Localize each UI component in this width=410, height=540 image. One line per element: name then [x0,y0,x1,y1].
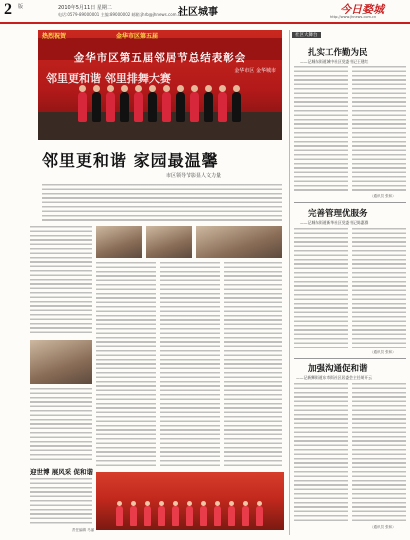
story-1-col-b [352,66,406,192]
article-headline: 邻里更和谐 家园最温馨 [42,151,219,170]
dancer-figure [176,92,185,122]
dancer-figure [162,92,171,122]
stage-floor [38,112,282,140]
story-1-col-a [294,66,348,192]
story-3-col-a [294,383,348,523]
story-3-col-b [352,383,406,523]
performer-figure [256,506,263,526]
article-column-3 [160,262,220,467]
story-sub-2: ——记城东街道新华社区党委书记陈惠群 [300,220,369,225]
story-2-col-b [352,228,406,348]
article-photo-2 [146,226,192,258]
dancer-figure [106,92,115,122]
contact-line: 电话:0579-89000001 主编:89000002 邮箱:jhrb@jhnews.com.cn [58,12,183,17]
article-column-4 [224,262,282,467]
performer-figure [228,506,235,526]
intro-paragraph [42,184,282,222]
performer-figure [172,506,179,526]
dancer-figure [204,92,213,122]
story-title-2: 完善管理优服务 [308,209,368,219]
photo-side-text: 金华市区 金华城市 [234,68,276,74]
story-sub-3: ——记新狮街道东市街社区居委会主任胡开云 [296,375,372,380]
photo-banner-title: 金华市区第五届邻居节总结表彰会 [73,52,247,64]
performer-figure [186,506,193,526]
story-sub-1: ——记城东街道城中社区党委书记王建红 [300,59,369,64]
story-divider [294,202,406,203]
dancer-figure [190,92,199,122]
page-number: 2 [4,1,12,18]
story-title-3: 加强沟通促和谐 [308,364,368,374]
section-title: 社区城事 [178,7,218,18]
performer-figure [214,506,221,526]
photo-corner-right: 金华市区第五届 [116,33,159,40]
article-column-1b [30,388,92,462]
performer-figure [116,506,123,526]
story-2-col-a [294,228,348,348]
dancer-figure [232,92,241,122]
article-photo-3 [196,226,282,258]
dancer-figure [92,92,101,122]
dancer-figure [218,92,227,122]
dancer-figure [78,92,87,122]
article-column-2 [96,262,156,467]
photo-banner-slogan: 邻里更和谐 邻里排舞大赛 [46,72,171,85]
page-label: 版 [18,4,24,10]
performer-figure [242,506,249,526]
photo-corner-left: 热烈祝贺 [42,33,67,40]
newspaper-logo: 今日婺城 [340,3,384,16]
stage-photo [38,30,282,140]
column-label: 社区大舞台 [292,32,321,38]
editor-credit: 责任编辑 马丽 [72,528,95,532]
article-subhead: 市区领导节影显人文力量 [166,173,222,179]
story-author-1: （通讯员 张和） [370,194,396,198]
performer-figure [144,506,151,526]
dancer-figure [134,92,143,122]
sidebar-text [30,478,92,524]
story-author-2: （通讯员 张和） [370,350,396,354]
performer-figure [130,506,137,526]
story-author-3: （通讯员 张和） [370,525,396,529]
article-photo-residents [30,340,92,384]
performer-figure [200,506,207,526]
article-column-1 [30,226,92,336]
dancer-figure [120,92,129,122]
dancer-figure [148,92,157,122]
performer-figure [158,506,165,526]
date-line: 2010年5月11日 星期二 [58,5,112,11]
story-divider [294,358,406,359]
article-photo-1 [96,226,142,258]
story-title-1: 扎实工作勤为民 [308,48,368,58]
performance-photo [96,472,284,530]
sidebar-title: 迎世博 展风采 促和谐 [30,468,94,476]
site-url: http://www.jhnews.com.cn [330,15,377,19]
